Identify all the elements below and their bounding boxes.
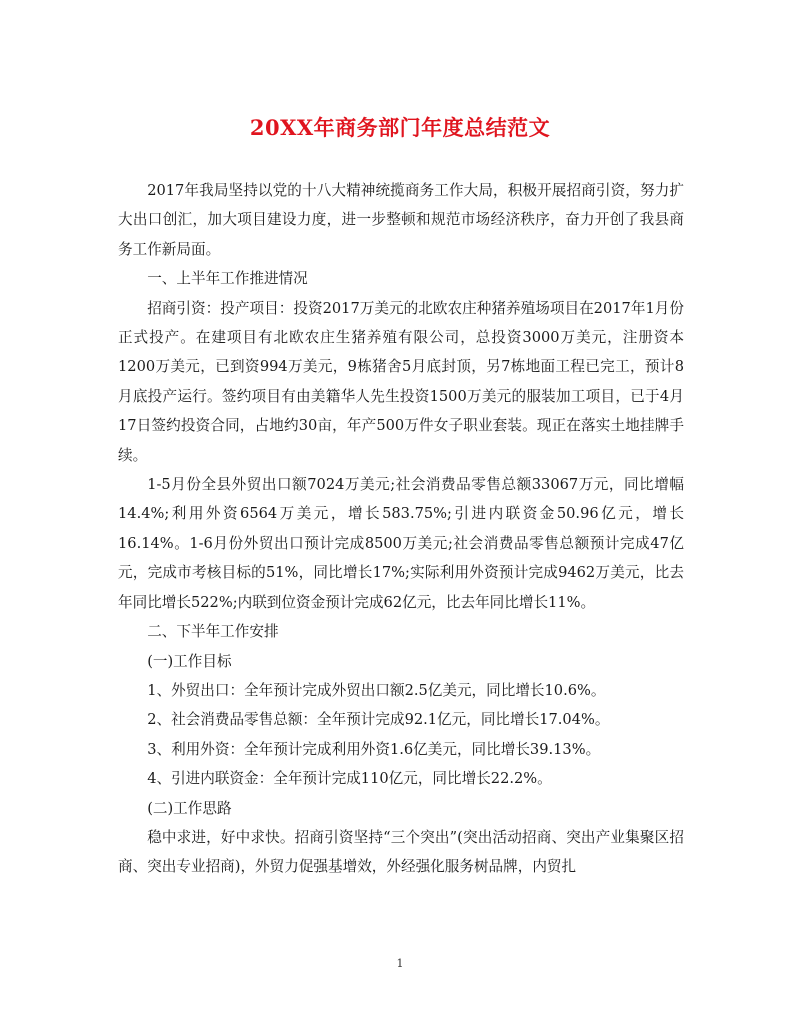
document-body [118,176,684,882]
section-heading-first-half: 一、上半年工作推进情况 [147,270,308,288]
approach-paragraph: 稳中求进，好中求快。招商引资坚持“三个突出”(突出活动招商、突出产业集聚区招商、突出专业招商)，外贸力促强基增效，外经强化服务树品牌，内贸扎 [118,828,684,876]
investment-paragraph: 招商引资：投产项目：投资2017万美元的北欧农庄种猪养殖场项目在2017年1月份正式投产。在建项目有北欧农庄生猪养殖有限公司，总投资3000万美元，注册资本1200万美元，已到资994万美元，9栋猪舍5月底封顶，另7栋地面工程已完工，预计8月底投产运行。签约项目有由美籍华人先生投资1500万美元的服装加工项目，已于4月17日签约投资合同，占地约30亩，年产500万件女子职业套装。现正在落实土地挂牌手续。 [118,299,684,464]
subheading-approach: (二)工作思路 [147,799,232,817]
section-heading-second-half: 二、下半年工作安排 [147,623,279,641]
intro-paragraph: 2017年我局坚持以党的十八大精神统揽商务工作大局，积极开展招商引资，努力扩大出口创汇，加大项目建设力度，进一步整顿和规范市场经济秩序，奋力开创了我县商务工作新局面。 [118,182,684,258]
page-number: 1 [396,957,404,970]
subheading-goals: (一)工作目标 [147,652,232,670]
goal-item-domestic-capital: 4、引进内联资金：全年预计完成110亿元，同比增长22.2%。 [147,770,552,788]
statistics-paragraph: 1-5月份全县外贸出口额7024万美元;社会消费品零售总额33067万元，同比增幅14.4%;利用外资6564万美元，增长583.75%;引进内联资金50.96亿元，增长16.14%。1-6月份外贸出口预计完成8500万美元;社会消费品零售总额预计完成47亿元，完成市考核目标的51%，同比增长17%;实际利用外资预计完成9462万美元，比去年同比增长522%;内联到位资金预计完成62亿元，比去年同比增长11%。 [118,476,684,611]
goal-item-export: 1、外贸出口：全年预计完成外贸出口额2.5亿美元，同比增长10.6%。 [147,681,606,699]
goal-item-foreign-investment: 3、利用外资：全年预计完成利用外资1.6亿美元，同比增长39.13%。 [147,740,601,758]
document-title: 20XX年商务部门年度总结范文 [249,115,551,140]
goal-item-retail: 2、社会消费品零售总额：全年预计完成92.1亿元，同比增长17.04%。 [147,711,610,729]
